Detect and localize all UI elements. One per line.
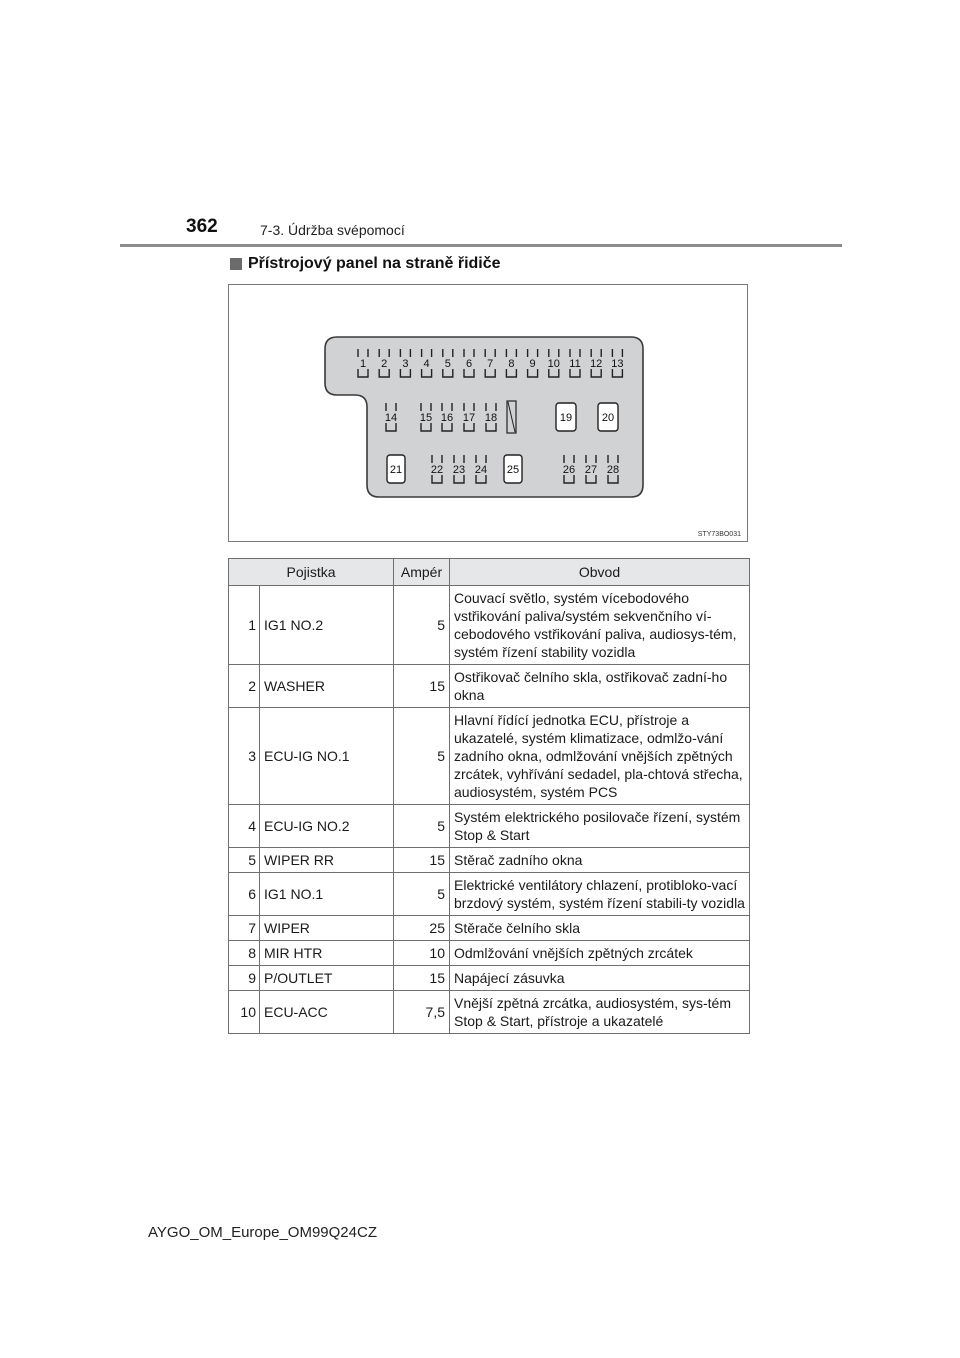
fuse-number: 4 xyxy=(229,805,260,848)
fuse-label-8: 8 xyxy=(508,358,515,370)
fuse-label-26: 26 xyxy=(562,464,576,476)
fuse-circuit: Vnější zpětná zrcátka, audiosystém, sys-tém Stop & Start, přístroje a ukazatelé xyxy=(450,991,750,1034)
fuse-label-22: 22 xyxy=(430,464,444,476)
fuse-label-16: 16 xyxy=(440,412,454,424)
fuse-amp: 5 xyxy=(394,805,450,848)
fuse-box-svg xyxy=(229,285,747,541)
fuse-number: 3 xyxy=(229,708,260,805)
fuse-amp: 15 xyxy=(394,966,450,991)
sub-heading-text: Přístrojový panel na straně řidiče xyxy=(248,255,501,272)
table-row xyxy=(229,916,750,941)
fuse-circuit: Napájecí zásuvka xyxy=(450,966,750,991)
fuse-circuit: Couvací světlo, systém vícebodového vstřikování paliva/systém sekvenčního ví-cebodového vstřikování paliva, audiosys-tém, systém řízení stability vozidla xyxy=(450,586,750,665)
fuse-name: MIR HTR xyxy=(260,941,394,966)
fuse-name: IG1 NO.2 xyxy=(260,586,394,665)
fuse-amp: 15 xyxy=(394,848,450,873)
fuse-amp: 25 xyxy=(394,916,450,941)
table-row xyxy=(229,708,750,805)
fuse-label-17: 17 xyxy=(462,412,476,424)
fuse-amp: 5 xyxy=(394,873,450,916)
header-pojistka: Pojistka xyxy=(229,559,394,586)
page-number: 362 xyxy=(186,216,218,237)
fuse-label-23: 23 xyxy=(452,464,466,476)
fuse-amp: 5 xyxy=(394,586,450,665)
fuse-label-6: 6 xyxy=(465,358,473,370)
fuse-name: ECU-IG NO.2 xyxy=(260,805,394,848)
fuse-label-11: 11 xyxy=(569,358,581,370)
fuse-name: ECU-ACC xyxy=(260,991,394,1034)
fuse-amp: 10 xyxy=(394,941,450,966)
relay-label-25: 25 xyxy=(506,464,520,476)
fuse-name: IG1 NO.1 xyxy=(260,873,394,916)
fuse-number: 2 xyxy=(229,665,260,708)
fuse-circuit: Elektrické ventilátory chlazení, protibloko-vací brzdový systém, systém řízení stabili-ty vozidla xyxy=(450,873,750,916)
fuse-circuit: Stěrače čelního skla xyxy=(450,916,750,941)
fuse-number: 1 xyxy=(229,586,260,665)
fuse-label-9: 9 xyxy=(529,358,536,370)
fuse-amp: 5 xyxy=(394,708,450,805)
fuse-circuit: Systém elektrického posilovače řízení, systém Stop & Start xyxy=(450,805,750,848)
relay-label-19: 19 xyxy=(559,412,573,424)
fuse-number: 5 xyxy=(229,848,260,873)
relay-label-20: 20 xyxy=(601,412,615,424)
relay-label-21: 21 xyxy=(389,464,403,476)
table-row xyxy=(229,966,750,991)
fuse-label-2: 2 xyxy=(381,358,388,370)
table-row xyxy=(229,873,750,916)
fuse-label-7: 7 xyxy=(487,358,494,370)
fuse-table xyxy=(228,558,750,1034)
table-row xyxy=(229,941,750,966)
table-row xyxy=(229,848,750,873)
table-row xyxy=(229,665,750,708)
table-row xyxy=(229,991,750,1034)
fuse-label-1: 1 xyxy=(359,358,367,370)
fuse-circuit: Hlavní řídící jednotka ECU, přístroje a ukazatelé, systém klimatizace, odmlžo-vání zadního okna, odmlžování vnějších zpětných zrcátek, vyhřívání sedadel, pla-chtová střecha, audiosystém, systém PCS xyxy=(450,708,750,805)
fuse-number: 10 xyxy=(229,991,260,1034)
fuse-label-28: 28 xyxy=(606,464,620,476)
fuse-label-15: 15 xyxy=(419,412,433,424)
fuse-label-24: 24 xyxy=(474,464,488,476)
table-row xyxy=(229,586,750,665)
fuse-amp: 15 xyxy=(394,665,450,708)
fuse-number: 8 xyxy=(229,941,260,966)
fuse-number: 6 xyxy=(229,873,260,916)
fuse-number: 9 xyxy=(229,966,260,991)
fuse-label-13: 13 xyxy=(611,358,624,370)
fuse-box-diagram xyxy=(228,284,748,542)
fuse-name: WIPER RR xyxy=(260,848,394,873)
fuse-circuit: Ostřikovač čelního skla, ostřikovač zadní-ho okna xyxy=(450,665,750,708)
fuse-label-18: 18 xyxy=(484,412,498,424)
header-rule xyxy=(120,244,842,247)
fuse-label-27: 27 xyxy=(584,464,598,476)
section-header: 7-3. Údržba svépomocí xyxy=(260,222,405,238)
fuse-label-5: 5 xyxy=(444,358,451,370)
sub-heading xyxy=(230,255,501,273)
fuse-label-4: 4 xyxy=(423,358,430,370)
fuse-name: ECU-IG NO.1 xyxy=(260,708,394,805)
fuse-name: P/OUTLET xyxy=(260,966,394,991)
table-header-row xyxy=(229,559,750,586)
fuse-label-14: 14 xyxy=(384,412,398,424)
fuse-amp: 7,5 xyxy=(394,991,450,1034)
fuse-number: 7 xyxy=(229,916,260,941)
square-bullet-icon xyxy=(230,258,242,270)
fuse-name: WIPER xyxy=(260,916,394,941)
footer-doc-id: AYGO_OM_Europe_OM99Q24CZ xyxy=(148,1224,377,1241)
header-obvod: Obvod xyxy=(450,559,750,586)
fuse-circuit: Stěrač zadního okna xyxy=(450,848,750,873)
header-amper: Ampér xyxy=(394,559,450,586)
fuse-circuit: Odmlžování vnějších zpětných zrcátek xyxy=(450,941,750,966)
fuse-label-3: 3 xyxy=(402,358,409,370)
fuse-label-12: 12 xyxy=(590,358,603,370)
diagram-code: STY73BO031 xyxy=(697,531,741,538)
fuse-name: WASHER xyxy=(260,665,394,708)
table-row xyxy=(229,805,750,848)
fuse-label-10: 10 xyxy=(547,358,560,370)
